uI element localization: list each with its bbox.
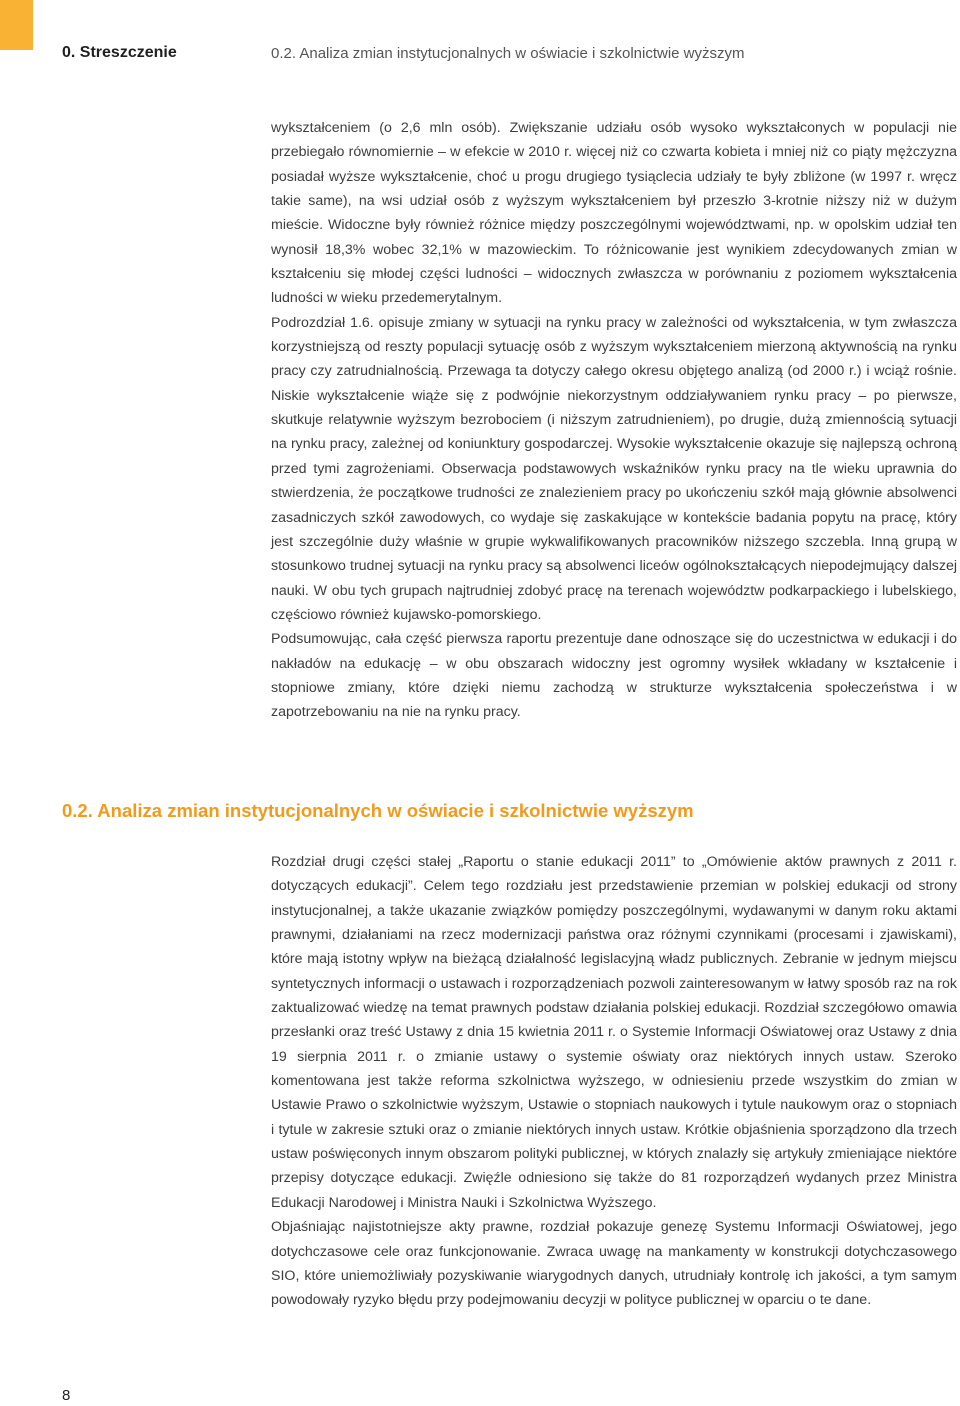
corner-accent-block [0, 0, 33, 50]
body-text-block-2 [271, 850, 957, 1313]
body-text-block-1 [271, 116, 957, 725]
running-header-subsection: 0.2. Analiza zmian instytucjonalnych w oświacie i szkolnictwie wyższym [271, 45, 745, 62]
paragraph: Podsumowując, cała część pierwsza raportu prezentuje dane odnoszące się do uczestnictwa w edukacji i do nakładów na edukację – w obu obszarach widoczny jest ogromny wysiłek wkładany w kształcenie i stopniowe zmiany, które dzięki niemu zachodzą w strukturze wykształcenia społeczeństwa i w zapotrzebowaniu na nie na rynku pracy. [271, 631, 957, 721]
section-heading: 0.2. Analiza zmian instytucjonalnych w oświacie i szkolnictwie wyższym [62, 800, 694, 821]
paragraph: Rozdział drugi części stałej „Raportu o stanie edukacji 2011” to „Omówienie aktów prawnych z 2011 r. dotyczących edukacji”. Celem tego rozdziału jest przedstawienie przemian w polskiej edukacji od strony instytucjonalnej, a także ukazanie związków pomiędzy poszczególnymi, wydawanymi w danym roku aktami prawnymi, działaniami na rzecz modernizacji państwa oraz różnymi czynnikami (procesami i zjawiskami), które mają istotny wpływ na bieżącą działalność legislacyjną władz publicznych. Zebranie w jednym miejscu syntetycznych informacji o ustawach i rozporządzeniach pozwoli zainteresowanym w łatwy sposób raz na rok zaktualizować wiedzę na temat prawnych podstaw działania polskiej edukacji. Rozdział szczegółowo omawia przesłanki oraz treść Ustawy z dnia 15 kwietnia 2011 r. o Systemie Informacji Oświatowej oraz Ustawy z dnia 19 sierpnia 2011 r. o zmianie ustawy o systemie oświaty oraz niektórych innych ustaw. Szeroko komentowana jest także reforma szkolnictwa wyższego, w odniesieniu przede wszystkim do zmian w Ustawie Prawo o szkolnictwie wyższym, Ustawie o stopniach naukowych i tytule naukowym oraz o stopniach i tytule w zakresie sztuki oraz o zmianie niektórych innych ustaw. Krótkie objaśnienia sporządzono dla trzech ustaw poświęconych innym obszarom polityki publicznej, w których znalazły się artykuły zmieniające niektóre przepisy dotyczące edukacji. Zwięźle odniesiono się także do 81 rozporządzeń wydanych przez Ministra Edukacji Narodowej i Ministra Nauki i Szkolnictwa Wyższego. [271, 854, 957, 1211]
paragraph: Podrozdział 1.6. opisuje zmiany w sytuacji na rynku pracy w zależności od wykształcenia, w tym zwłaszcza korzystniejszą od reszty populacji sytuację osób z wyższym wykształceniem mierzoną aktywnością na rynku pracy czy zatrudnialnością. Przewaga ta dotyczy całego okresu objętego analizą (od 2000 r.) i wciąż rośnie. Niskie wykształcenie wiąże się z podwójnie niekorzystnym oddziaływaniem rynku pracy – po pierwsze, skutkuje relatywnie wyższym bezrobociem (i niższym zatrudnieniem), po drugie, dużą zmiennością sytuacji na rynku pracy, zależnej od koniunktury gospodarczej. Wysokie wykształcenie okazuje się najlepszą ochroną przed tymi zagrożeniami. Obserwacja podstawowych wskaźników rynku pracy na tle wieku uprawnia do stwierdzenia, że początkowe trudności ze znalezieniem pracy po ukończeniu szkół mają głównie absolwenci zasadniczych szkół zawodowych, co wydaje się zaskakujące w kontekście badania popytu na pracę, który jest szczególnie duży właśnie w grupie wykwalifikowanych pracowników niższego szczebla. Inną grupą w stosunkowo trudnej sytuacji na rynku pracy są absolwenci liceów ogólnokształcących niepodejmujący dalszej nauki. W obu tych grupach najtrudniej zdobyć pracę na terenach województw podkarpackiego i lubelskiego, częściowo również kujawsko-pomorskiego. [271, 314, 957, 623]
page-number: 8 [62, 1387, 71, 1404]
paragraph: wykształceniem (o 2,6 mln osób). Zwiększanie udziału osób wysoko wykształconych w populacji nie przebiegało równomiernie – w efekcie w 2010 r. więcej niż co czwarta kobieta i mniej niż co piąty mężczyzna posiadał wyższe wykształcenie, choć u progu drugiego tysiąclecia udziały te były zbliżone (w 1997 r. wręcz takie same), na wsi udział osób z wyższym wykształceniem był przeszło 3-krotnie niższy niż w dużym mieście. Widoczne były również różnice między poszczególnymi województwami, np. w opolskim udział ten wynosił 18,3% wobec 32,1% w mazowieckim. To różnicowanie jest wynikiem zdecydowanych zmian w kształceniu się młodej części ludności – widocznych zwłaszcza w porównaniu z poziomem wykształcenia ludności w wieku przedemerytalnym. [271, 120, 957, 307]
running-header-section: 0. Streszczenie [62, 44, 177, 61]
paragraph: Objaśniając najistotniejsze akty prawne, rozdział pokazuje genezę Systemu Informacji Oświatowej, jego dotychczasowe cele oraz funkcjonowanie. Zwraca uwagę na mankamenty w konstrukcji dotychczasowego SIO, które uniemożliwiały pozyskiwanie wiarygodnych danych, utrudniały kontrolę ich jakości, a tym samym powodowały ryzyko błędu przy podejmowaniu decyzji w polityce publicznej w oparciu o te dane. [271, 1219, 957, 1309]
